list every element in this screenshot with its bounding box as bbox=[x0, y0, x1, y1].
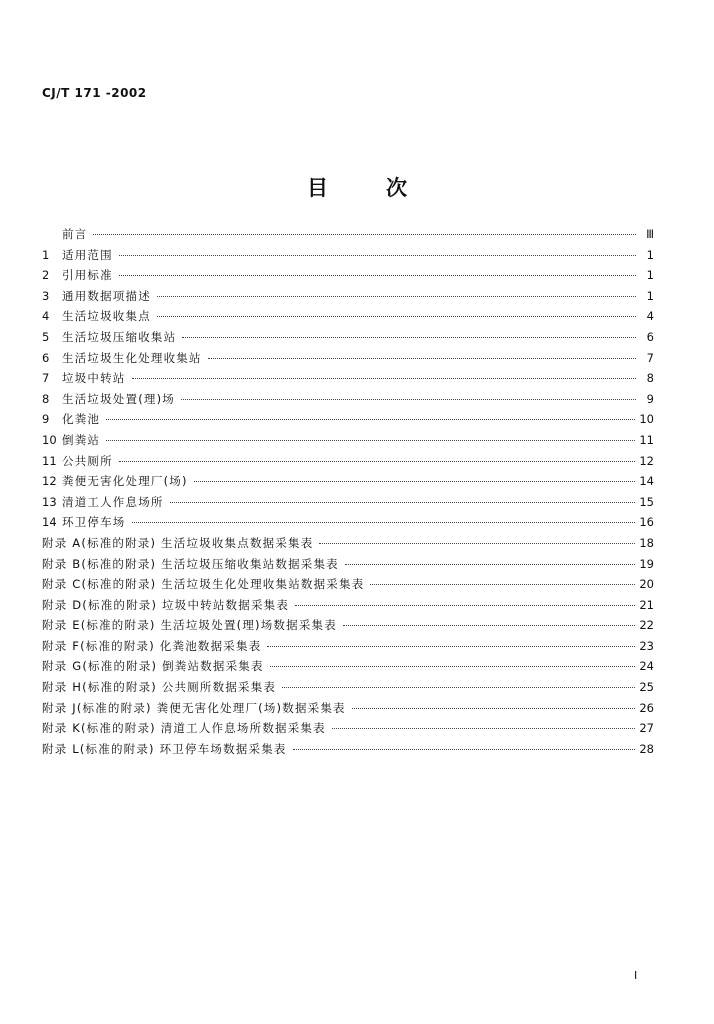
toc-entry[interactable] bbox=[42, 308, 654, 329]
toc-entry-number: 8 bbox=[42, 391, 50, 406]
toc-entry[interactable] bbox=[42, 247, 654, 268]
toc-entry-label: 生活垃圾压缩收集站 bbox=[62, 329, 177, 344]
dot-leader bbox=[208, 358, 636, 359]
dot-leader bbox=[267, 646, 635, 647]
toc-entry-label: 附录 H(标准的附录) 公共厕所数据采集表 bbox=[42, 680, 277, 695]
toc-entry-appendix[interactable] bbox=[42, 535, 654, 556]
toc-entry-appendix[interactable] bbox=[42, 658, 654, 679]
toc-entry[interactable] bbox=[42, 226, 654, 247]
toc-entry-number: 3 bbox=[42, 288, 50, 303]
toc-entry[interactable] bbox=[42, 453, 654, 474]
toc-entry-number: 7 bbox=[42, 371, 50, 386]
toc-entry-label: 生活垃圾处置(理)场 bbox=[62, 391, 175, 406]
toc-entry-label: 适用范围 bbox=[62, 247, 113, 262]
toc-entry-page: 19 bbox=[639, 556, 654, 571]
toc-entry-number: 10 bbox=[42, 432, 57, 447]
dot-leader bbox=[132, 522, 636, 523]
toc-entry-appendix[interactable] bbox=[42, 617, 654, 638]
toc-entry-page: 12 bbox=[639, 453, 654, 468]
dot-leader bbox=[119, 461, 636, 462]
dot-leader bbox=[282, 687, 635, 688]
toc-entry-appendix[interactable] bbox=[42, 700, 654, 721]
toc-entry[interactable] bbox=[42, 411, 654, 432]
toc-entry-page: 24 bbox=[639, 659, 654, 674]
toc-entry[interactable] bbox=[42, 514, 654, 535]
dot-leader bbox=[293, 749, 636, 750]
title-char-2: 次 bbox=[386, 176, 407, 200]
toc-entry-label: 附录 E(标准的附录) 生活垃圾处置(理)场数据采集表 bbox=[42, 618, 337, 633]
toc-entry-appendix[interactable] bbox=[42, 576, 654, 597]
toc-entry-page: 1 bbox=[646, 247, 654, 262]
toc-entry-label: 附录 K(标准的附录) 清道工人作息场所数据采集表 bbox=[42, 721, 326, 736]
toc-entry-label: 倒粪站 bbox=[62, 432, 101, 447]
toc-entry[interactable] bbox=[42, 350, 654, 371]
toc-entry-number: 14 bbox=[42, 515, 57, 530]
dot-leader bbox=[119, 275, 636, 276]
toc-entry-page: 15 bbox=[639, 494, 654, 509]
toc-entry-appendix[interactable] bbox=[42, 597, 654, 618]
toc-entry-page: 23 bbox=[639, 638, 654, 653]
dot-leader bbox=[181, 399, 636, 400]
toc-entry-page: 1 bbox=[646, 268, 654, 283]
dot-leader bbox=[270, 666, 636, 667]
toc-entry-page: 22 bbox=[639, 618, 654, 633]
toc-entry-appendix[interactable] bbox=[42, 679, 654, 700]
toc-entry-label: 粪便无害化处理厂(场) bbox=[62, 474, 188, 489]
toc-entry-label: 化粪池 bbox=[62, 412, 101, 427]
toc-entry-page: 10 bbox=[639, 412, 654, 427]
dot-leader bbox=[343, 625, 635, 626]
toc-entry-label: 附录 L(标准的附录) 环卫停车场数据采集表 bbox=[42, 741, 287, 756]
toc-entry-label: 前言 bbox=[62, 227, 88, 241]
toc-entry-number: 4 bbox=[42, 309, 50, 324]
toc-entry-page: 18 bbox=[639, 535, 654, 550]
toc-entry-appendix[interactable] bbox=[42, 720, 654, 741]
dot-leader bbox=[119, 255, 636, 256]
toc-entry-label: 附录 B(标准的附录) 生活垃圾压缩收集站数据采集表 bbox=[42, 556, 339, 571]
toc-entry-label: 生活垃圾生化处理收集站 bbox=[62, 350, 202, 365]
dot-leader bbox=[170, 502, 636, 503]
toc-entry-label: 清道工人作息场所 bbox=[62, 494, 164, 509]
toc-entry-page: 28 bbox=[639, 741, 654, 756]
toc-entry-number: 1 bbox=[42, 247, 50, 262]
title-char-1: 目 bbox=[307, 176, 328, 200]
toc-entry[interactable] bbox=[42, 329, 654, 350]
toc-entry-page: 8 bbox=[646, 371, 654, 386]
dot-leader bbox=[157, 296, 636, 297]
toc-entry[interactable] bbox=[42, 494, 654, 515]
toc-entry-page: 21 bbox=[639, 597, 654, 612]
toc-entry-page: 25 bbox=[639, 680, 654, 695]
toc-entry-appendix[interactable] bbox=[42, 556, 654, 577]
standard-number: CJ/T 171 -2002 bbox=[42, 86, 147, 100]
dot-leader bbox=[295, 605, 635, 606]
toc-entry-page: 26 bbox=[639, 700, 654, 715]
toc-entry-appendix[interactable] bbox=[42, 741, 654, 762]
toc-entry[interactable] bbox=[42, 473, 654, 494]
toc-entry-number: 12 bbox=[42, 474, 57, 489]
toc-entry-page: 6 bbox=[646, 329, 654, 344]
dot-leader bbox=[132, 378, 637, 379]
dot-leader bbox=[319, 543, 635, 544]
dot-leader bbox=[370, 584, 635, 585]
toc-entry-page: 16 bbox=[639, 515, 654, 530]
toc-entry-appendix[interactable] bbox=[42, 638, 654, 659]
toc-entry-label: 附录 D(标准的附录) 垃圾中转站数据采集表 bbox=[42, 597, 290, 612]
toc-entry[interactable] bbox=[42, 432, 654, 453]
toc-entry-number: 11 bbox=[42, 453, 57, 468]
toc-entry-page: 4 bbox=[646, 309, 654, 324]
toc-entry-label: 附录 J(标准的附录) 粪便无害化处理厂(场)数据采集表 bbox=[42, 700, 346, 715]
toc-entry-number: 6 bbox=[42, 350, 50, 365]
toc-entry-label: 通用数据项描述 bbox=[62, 288, 151, 303]
toc-entry-page: 14 bbox=[639, 474, 654, 489]
dot-leader bbox=[182, 337, 636, 338]
toc-entry[interactable] bbox=[42, 267, 654, 288]
toc-entry-label: 垃圾中转站 bbox=[62, 371, 126, 386]
toc-entry-label: 引用标准 bbox=[62, 268, 113, 283]
toc-entry-page: 1 bbox=[646, 288, 654, 303]
toc-entry-label: 附录 A(标准的附录) 生活垃圾收集点数据采集表 bbox=[42, 535, 314, 550]
toc-entry-page: 11 bbox=[639, 432, 654, 447]
toc-entry[interactable] bbox=[42, 370, 654, 391]
toc-entry-label: 生活垃圾收集点 bbox=[62, 309, 151, 324]
toc-entry-page: 20 bbox=[639, 577, 654, 592]
toc-entry-number: 5 bbox=[42, 329, 50, 344]
toc-entry-label: 公共厕所 bbox=[62, 453, 113, 468]
dot-leader bbox=[194, 481, 636, 482]
toc-entry-label: 环卫停车场 bbox=[62, 515, 126, 530]
dot-leader bbox=[106, 440, 635, 441]
page-title bbox=[0, 172, 714, 202]
dot-leader bbox=[157, 316, 636, 317]
toc-entry-label: 附录 F(标准的附录) 化粪池数据采集表 bbox=[42, 638, 262, 653]
toc-entry[interactable] bbox=[42, 288, 654, 309]
toc-entry-label: 附录 C(标准的附录) 生活垃圾生化处理收集站数据采集表 bbox=[42, 577, 365, 592]
toc-entry[interactable] bbox=[42, 391, 654, 412]
page-number: I bbox=[634, 969, 638, 982]
toc-entry-number: 9 bbox=[42, 412, 50, 427]
dot-leader bbox=[345, 564, 635, 565]
dot-leader bbox=[332, 728, 636, 729]
toc-entry-number: 2 bbox=[42, 268, 50, 283]
toc-entry-page: 9 bbox=[646, 391, 654, 406]
toc-entry-number: 13 bbox=[42, 494, 57, 509]
toc-entry-page: 7 bbox=[646, 350, 654, 365]
dot-leader bbox=[352, 708, 636, 709]
dot-leader bbox=[106, 419, 635, 420]
toc-entry-label: 附录 G(标准的附录) 倒粪站数据采集表 bbox=[42, 659, 264, 674]
toc-entry-page: 27 bbox=[639, 721, 654, 736]
table-of-contents bbox=[42, 226, 654, 761]
dot-leader bbox=[93, 234, 636, 235]
toc-entry-page: Ⅲ bbox=[646, 227, 654, 241]
